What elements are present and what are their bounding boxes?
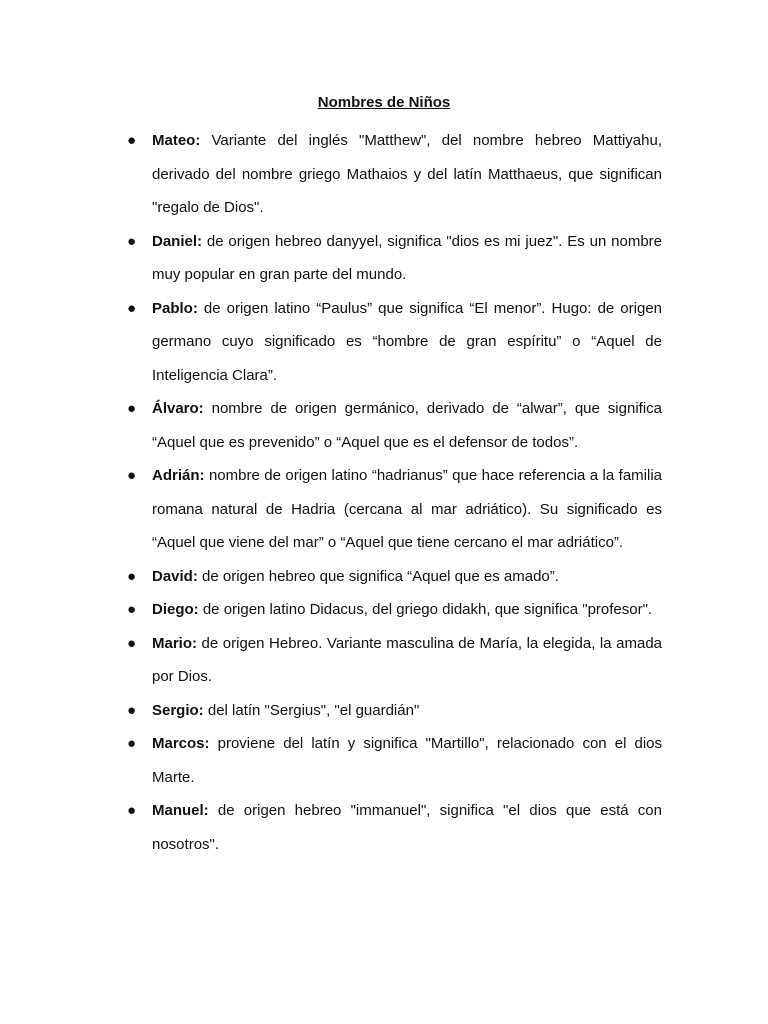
item-description: de origen hebreo danyyel, significa "dios es mi juez". Es un nombre muy popular en gran parte del mundo.	[152, 232, 662, 283]
bullet-icon: ●	[127, 701, 137, 719]
list-item	[126, 124, 662, 225]
item-name: Diego:	[152, 601, 199, 618]
item-description: de origen hebreo que significa “Aquel que es amado”.	[197, 567, 559, 585]
names-list	[126, 124, 662, 861]
bullet-icon: ●	[127, 567, 137, 585]
bullet-icon: ●	[127, 400, 137, 417]
list-item	[126, 694, 662, 728]
item-description: de origen Hebreo. Variante masculina de María, la elegida, la amada por Dios.	[152, 634, 662, 685]
list-item	[126, 794, 662, 861]
item-name: Daniel:	[152, 232, 203, 250]
item-name: Adrián:	[152, 467, 205, 484]
item-description: del latín "Sergius", "el guardián"	[203, 701, 420, 719]
item-description: de origen latino “Paulus” que significa “El menor”. Hugo: de origen germano cuyo significado es “hombre de gran espíritu” o “Aquel de Inteligencia Clara”.	[152, 299, 662, 384]
bullet-icon: ●	[127, 802, 137, 819]
item-description: Variante del inglés "Matthew", del nombre hebreo Mattiyahu, derivado del nombre griego Mathaios y del latín Matthaeus, que significan "regalo de Dios".	[152, 132, 662, 216]
item-name: Marcos:	[152, 735, 210, 752]
list-item	[126, 225, 662, 292]
item-name: Pablo:	[152, 299, 198, 317]
list-item	[126, 727, 662, 794]
list-item	[126, 459, 662, 560]
bullet-icon: ●	[127, 232, 137, 250]
item-description: de origen latino Didacus, del griego didakh, que significa "profesor".	[198, 601, 653, 618]
item-name: Manuel:	[152, 802, 209, 819]
list-item	[126, 593, 662, 627]
list-item	[126, 392, 662, 459]
item-description: de origen hebreo "immanuel", significa "el dios que está con nosotros".	[152, 802, 662, 853]
bullet-icon: ●	[127, 467, 137, 484]
item-name: David:	[152, 567, 198, 585]
bullet-icon: ●	[127, 299, 137, 317]
bullet-icon: ●	[127, 601, 137, 618]
bullet-icon: ●	[127, 634, 137, 652]
item-name: Mario:	[152, 634, 197, 652]
bullet-icon: ●	[127, 132, 137, 149]
item-description: nombre de origen latino “hadrianus” que hace referencia a la familia romana natural de Hadria (cercana al mar adriático). Su significado es “Aquel que viene del mar” o “Aquel que tiene cercano el mar adriático”.	[152, 467, 662, 551]
list-item	[126, 292, 662, 393]
page-title: Nombres de Niños	[317, 94, 451, 111]
list-item	[126, 627, 662, 694]
item-description: nombre de origen germánico, derivado de “alwar”, que significa “Aquel que es prevenido” o “Aquel que es el defensor de todos”.	[152, 400, 662, 451]
list-item	[126, 560, 662, 594]
item-name: Sergio:	[152, 701, 204, 719]
item-name: Álvaro:	[152, 400, 204, 417]
item-description: proviene del latín y significa "Martillo", relacionado con el dios Marte.	[152, 735, 662, 786]
item-name: Mateo:	[152, 132, 201, 149]
bullet-icon: ●	[127, 735, 137, 752]
